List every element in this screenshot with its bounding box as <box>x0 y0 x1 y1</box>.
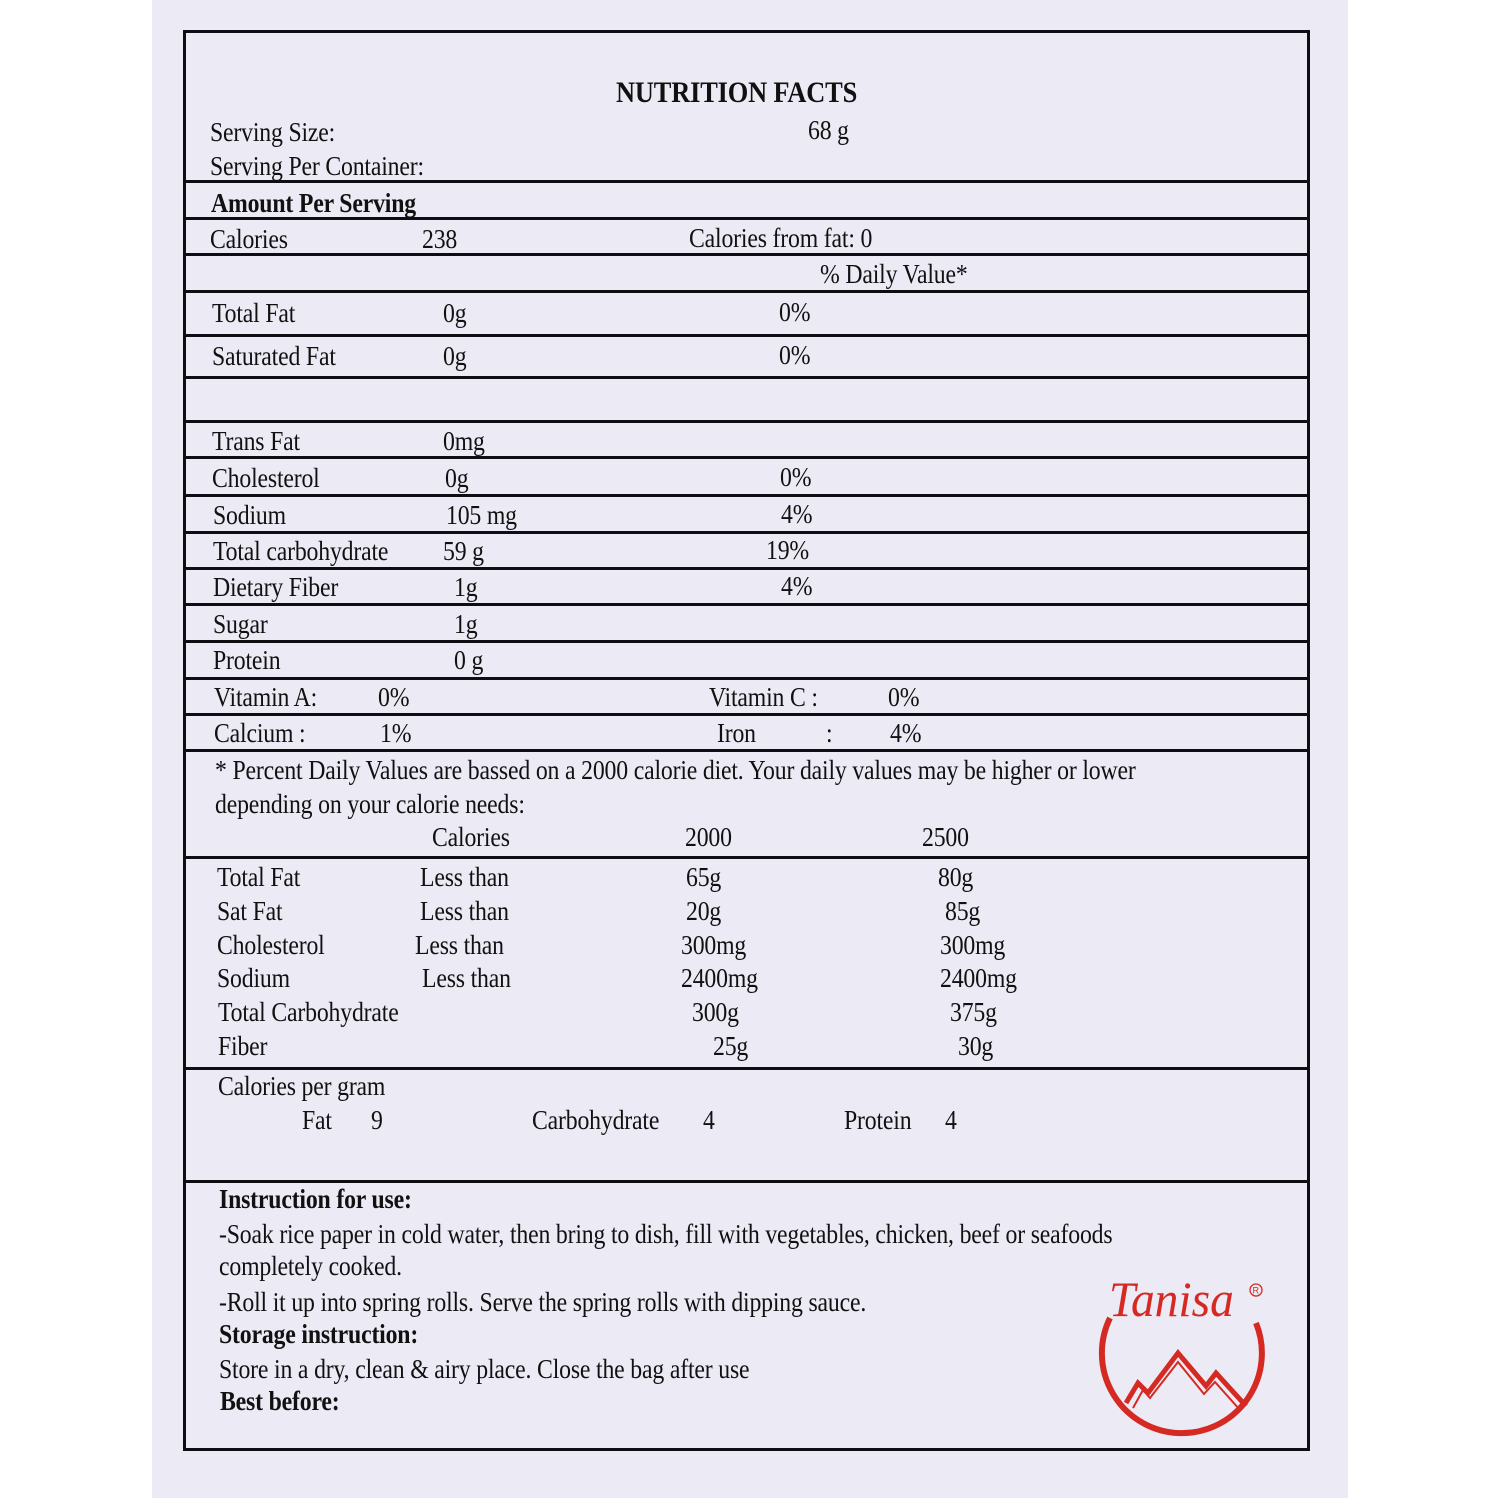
nutrient-name: Dietary Fiber <box>213 572 339 602</box>
divider <box>183 494 1310 497</box>
divider <box>183 603 1310 606</box>
reference-name: Total Carbohydrate <box>218 997 399 1027</box>
reference-2000: 2400mg <box>681 963 758 993</box>
nutrient-dv: 4% <box>781 571 813 601</box>
reference-2500: 85g <box>945 896 981 926</box>
fat-value: 9 <box>371 1105 383 1135</box>
divider <box>183 856 1310 859</box>
nutrient-amount: 105 mg <box>446 500 517 530</box>
best-before-label: Best before: <box>220 1386 340 1416</box>
nutrient-dv: 4% <box>781 499 813 529</box>
calories-per-gram-label: Calories per gram <box>218 1071 386 1101</box>
calories-from-fat: Calories from fat: 0 <box>689 223 873 253</box>
tanisa-logo <box>1088 1268 1278 1458</box>
reference-2000-header: 2000 <box>685 822 732 852</box>
protein-value: 4 <box>945 1105 957 1135</box>
serving-size-value: 68 g <box>808 115 849 145</box>
instruction-heading: Instruction for use: <box>219 1184 412 1214</box>
reference-2500: 80g <box>938 862 974 892</box>
label-title: NUTRITION FACTS <box>616 76 858 109</box>
iron-value: 4% <box>890 718 922 748</box>
svg-text:R: R <box>1252 1285 1259 1296</box>
divider <box>183 640 1310 643</box>
reference-2500-header: 2500 <box>922 822 969 852</box>
vitamin-a-value: 0% <box>378 682 410 712</box>
nutrient-name: Sugar <box>213 609 268 639</box>
amount-per-serving: Amount Per Serving <box>211 188 416 218</box>
daily-value-header: % Daily Value* <box>820 259 968 289</box>
divider <box>183 376 1310 379</box>
nutrient-name: Cholesterol <box>212 463 320 493</box>
divider <box>183 677 1310 680</box>
vitamin-c-label: Vitamin C : <box>709 682 818 712</box>
reference-2000: 65g <box>686 862 722 892</box>
reference-qualifier: Less than <box>420 862 509 892</box>
divider <box>183 749 1310 752</box>
reference-name: Fiber <box>218 1031 268 1061</box>
reference-2500: 300mg <box>940 930 1006 960</box>
nutrient-amount: 1g <box>454 572 478 602</box>
nutrient-dv: 0% <box>779 297 811 327</box>
divider <box>183 253 1310 256</box>
vitamin-c-value: 0% <box>888 682 920 712</box>
nutrient-name: Protein <box>213 645 281 675</box>
divider <box>183 1067 1310 1070</box>
reference-2500: 30g <box>958 1031 994 1061</box>
carb-value: 4 <box>703 1105 715 1135</box>
divider <box>183 713 1310 716</box>
fat-label: Fat <box>302 1105 332 1135</box>
nutrient-name: Total Fat <box>212 298 296 328</box>
divider <box>183 420 1310 423</box>
reference-qualifier: Less than <box>415 930 504 960</box>
reference-calories-header: Calories <box>432 822 510 852</box>
nutrient-amount: 1g <box>454 609 478 639</box>
footnote-line2: depending on your calorie needs: <box>215 789 525 819</box>
servings-per-container-label: Serving Per Container: <box>210 151 424 181</box>
nutrient-amount: 59 g <box>443 536 484 566</box>
footnote-line1: * Percent Daily Values are bassed on a 2000 calorie diet. Your daily values may be higher or lower <box>215 755 1136 785</box>
carb-label: Carbohydrate <box>532 1105 660 1135</box>
protein-label: Protein <box>844 1105 912 1135</box>
reference-name: Sat Fat <box>217 896 283 926</box>
nutrient-amount: 0g <box>443 298 467 328</box>
divider <box>183 531 1310 534</box>
vitamin-a-label: Vitamin A: <box>214 682 318 712</box>
divider <box>183 334 1310 337</box>
divider <box>183 567 1310 570</box>
reference-qualifier: Less than <box>420 896 509 926</box>
reference-2500: 2400mg <box>940 963 1017 993</box>
calories-value: 238 <box>422 224 458 254</box>
instruction-line3: -Roll it up into spring rolls. Serve the spring rolls with dipping sauce. <box>219 1287 867 1317</box>
nutrient-amount: 0mg <box>443 426 485 456</box>
nutrient-name: Sodium <box>213 500 286 530</box>
iron-separator: : <box>826 718 833 748</box>
reference-2000: 300g <box>692 997 739 1027</box>
calcium-label: Calcium : <box>214 718 306 748</box>
iron-label: Iron <box>717 718 756 748</box>
reference-name: Cholesterol <box>217 930 325 960</box>
reference-name: Sodium <box>217 963 290 993</box>
calories-label: Calories <box>210 224 288 254</box>
reference-name: Total Fat <box>217 862 301 892</box>
reference-2000: 300mg <box>681 930 747 960</box>
instruction-line1: -Soak rice paper in cold water, then bring to dish, fill with vegetables, chicken, beef or seafoods <box>219 1219 1113 1249</box>
reference-2500: 375g <box>950 997 997 1027</box>
reference-2000: 20g <box>686 896 722 926</box>
reference-2000: 25g <box>713 1031 749 1061</box>
storage-heading: Storage instruction: <box>219 1319 419 1349</box>
mountain-logo-icon <box>1088 1268 1278 1458</box>
nutrient-amount: 0g <box>443 341 467 371</box>
brand-name: Tanisa <box>1108 1271 1234 1328</box>
nutrient-amount: 0 g <box>454 645 484 675</box>
nutrient-name: Total carbohydrate <box>213 536 389 566</box>
serving-size-label: Serving Size: <box>210 117 336 147</box>
divider <box>183 1180 1310 1183</box>
storage-text: Store in a dry, clean & airy place. Close the bag after use <box>219 1354 750 1384</box>
nutrient-amount: 0g <box>445 463 469 493</box>
nutrient-name: Trans Fat <box>212 426 300 456</box>
divider <box>183 290 1310 293</box>
divider <box>183 456 1310 459</box>
nutrient-dv: 19% <box>766 535 810 565</box>
nutrient-name: Saturated Fat <box>212 341 336 371</box>
nutrient-dv: 0% <box>779 340 811 370</box>
reference-qualifier: Less than <box>422 963 511 993</box>
calcium-value: 1% <box>380 718 412 748</box>
instruction-line2: completely cooked. <box>219 1251 402 1281</box>
nutrient-dv: 0% <box>780 462 812 492</box>
